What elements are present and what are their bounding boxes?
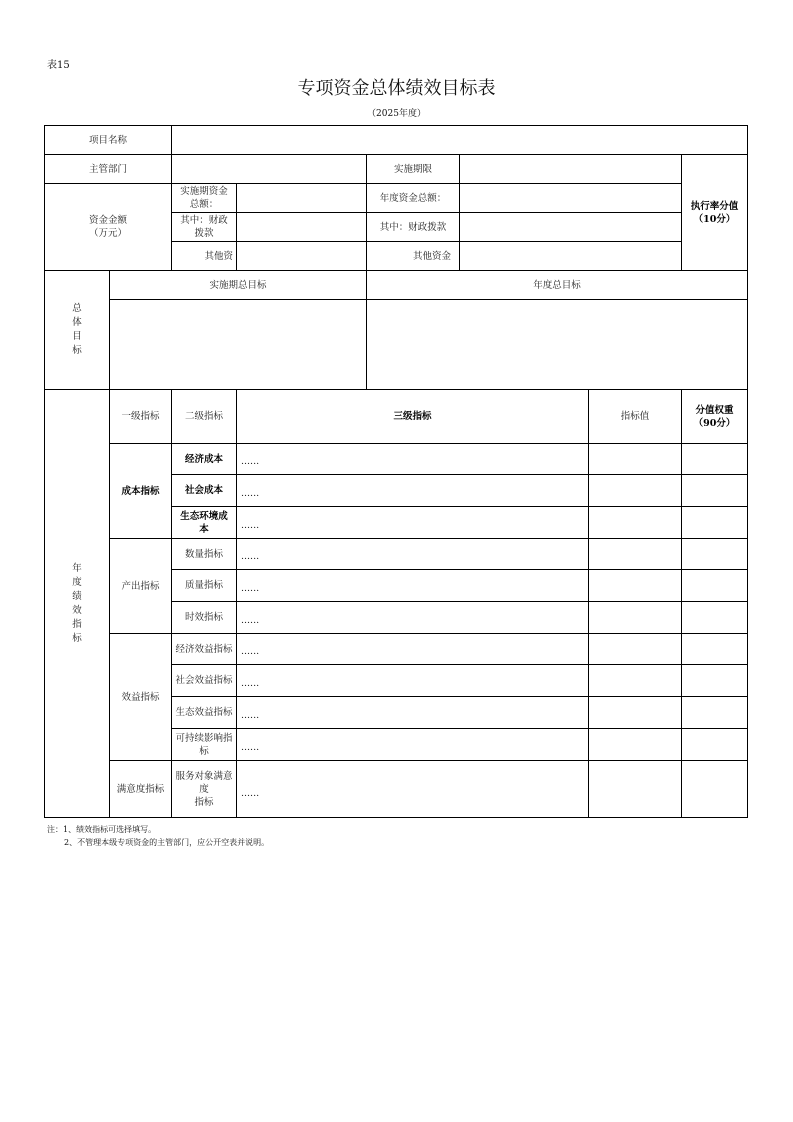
footnote-1: 注：1、绩效指标可选择填写。 [47,825,157,834]
year-caption: （2025年度） [367,109,426,119]
weight-cell[interactable] [681,760,748,818]
benefit-indicator-group: 效益指标 [109,633,172,761]
year-other-funds-value[interactable] [459,241,682,271]
level2-timeliness: 时效指标 [171,601,237,634]
level3-cell[interactable]: ...... [236,506,589,539]
level2-sustainability: 可持续影响指标 [171,728,237,761]
period-fiscal-label: 其中：财政 拨款 [171,212,237,242]
year-goal-value[interactable] [366,299,748,390]
period-value[interactable] [459,154,682,184]
level2-ecological-benefit: 生态效益指标 [171,696,237,729]
year-other-funds-label: 其他资金 [366,241,460,271]
value-cell[interactable] [588,538,682,570]
level2-social-cost: 社会成本 [171,474,237,507]
value-cell[interactable] [588,696,682,729]
level3-cell[interactable]: ...... [236,601,589,634]
period-fiscal-value[interactable] [236,212,367,242]
period-other-funds-label: 其他资 [171,241,237,271]
footnote-2: 2、不管理本级专项资金的主管部门，应公开空表并说明。 [64,838,270,847]
level3-cell[interactable]: ...... [236,696,589,729]
execution-score-label: 执行率分值 （10分） [681,154,748,271]
level2-quality: 质量指标 [171,569,237,602]
weight-cell[interactable] [681,443,748,475]
level2-social-benefit: 社会效益指标 [171,664,237,697]
year-goal-header: 年度总目标 [366,270,748,300]
year-total-funds-label: 年度资金总额： [366,183,460,213]
period-goal-value[interactable] [109,299,367,390]
value-cell[interactable] [588,633,682,665]
period-goal-header: 实施期总目标 [109,270,367,300]
weight-cell[interactable] [681,601,748,634]
cost-indicator-group: 成本指标 [109,443,172,539]
level3-cell[interactable]: ...... [236,728,589,761]
value-header: 指标值 [588,389,682,444]
output-indicator-group: 产出指标 [109,538,172,634]
value-cell[interactable] [588,728,682,761]
department-value[interactable] [171,154,367,184]
funds-amount-label: 资金金额 （万元） [44,183,172,271]
year-fiscal-value[interactable] [459,212,682,242]
level3-cell[interactable]: ...... [236,538,589,570]
period-other-funds-value[interactable] [236,241,367,271]
level3-cell[interactable]: ...... [236,664,589,697]
value-cell[interactable] [588,443,682,475]
performance-goal-table [44,125,748,818]
level3-cell[interactable]: ...... [236,569,589,602]
weight-cell[interactable] [681,664,748,697]
weight-cell[interactable] [681,633,748,665]
level2-service-satisfaction: 服务对象满意度 指标 [171,760,237,818]
department-label: 主管部门 [44,154,172,184]
value-cell[interactable] [588,569,682,602]
period-label: 实施期限 [366,154,460,184]
level3-cell[interactable]: ...... [236,760,589,818]
level2-ecological-cost: 生态环境成本 [171,506,237,539]
level3-header: 三级指标 [236,389,589,444]
project-name-value[interactable] [171,125,748,155]
level3-cell[interactable]: ...... [236,443,589,475]
level3-cell[interactable]: ...... [236,474,589,507]
value-cell[interactable] [588,474,682,507]
weight-cell[interactable] [681,538,748,570]
footnotes [47,823,269,849]
page-title: 专项资金总体绩效目标表 [297,78,496,99]
weight-cell[interactable] [681,696,748,729]
weight-cell[interactable] [681,728,748,761]
level2-economic-benefit: 经济效益指标 [171,633,237,665]
weight-header: 分值权重 （90分） [681,389,748,444]
level3-cell[interactable]: ...... [236,633,589,665]
performance-indicators-label: 年度绩效指标 [44,389,110,818]
value-cell[interactable] [588,760,682,818]
level1-header: 一级指标 [109,389,172,444]
value-cell[interactable] [588,506,682,539]
overall-goal-label: 总体目标 [44,270,110,390]
value-cell[interactable] [588,664,682,697]
weight-cell[interactable] [681,569,748,602]
level2-quantity: 数量指标 [171,538,237,570]
weight-cell[interactable] [681,474,748,507]
year-total-funds-value[interactable] [459,183,682,213]
period-total-funds-value[interactable] [236,183,367,213]
level2-header: 二级指标 [171,389,237,444]
period-total-funds-label: 实施期资金 总额： [171,183,237,213]
project-name-label: 项目名称 [44,125,172,155]
year-fiscal-label: 其中：财政拨款 [366,212,460,242]
level2-economic-cost: 经济成本 [171,443,237,475]
table-number: 表15 [47,60,70,71]
value-cell[interactable] [588,601,682,634]
satisfaction-indicator-group: 满意度指标 [109,760,172,818]
weight-cell[interactable] [681,506,748,539]
